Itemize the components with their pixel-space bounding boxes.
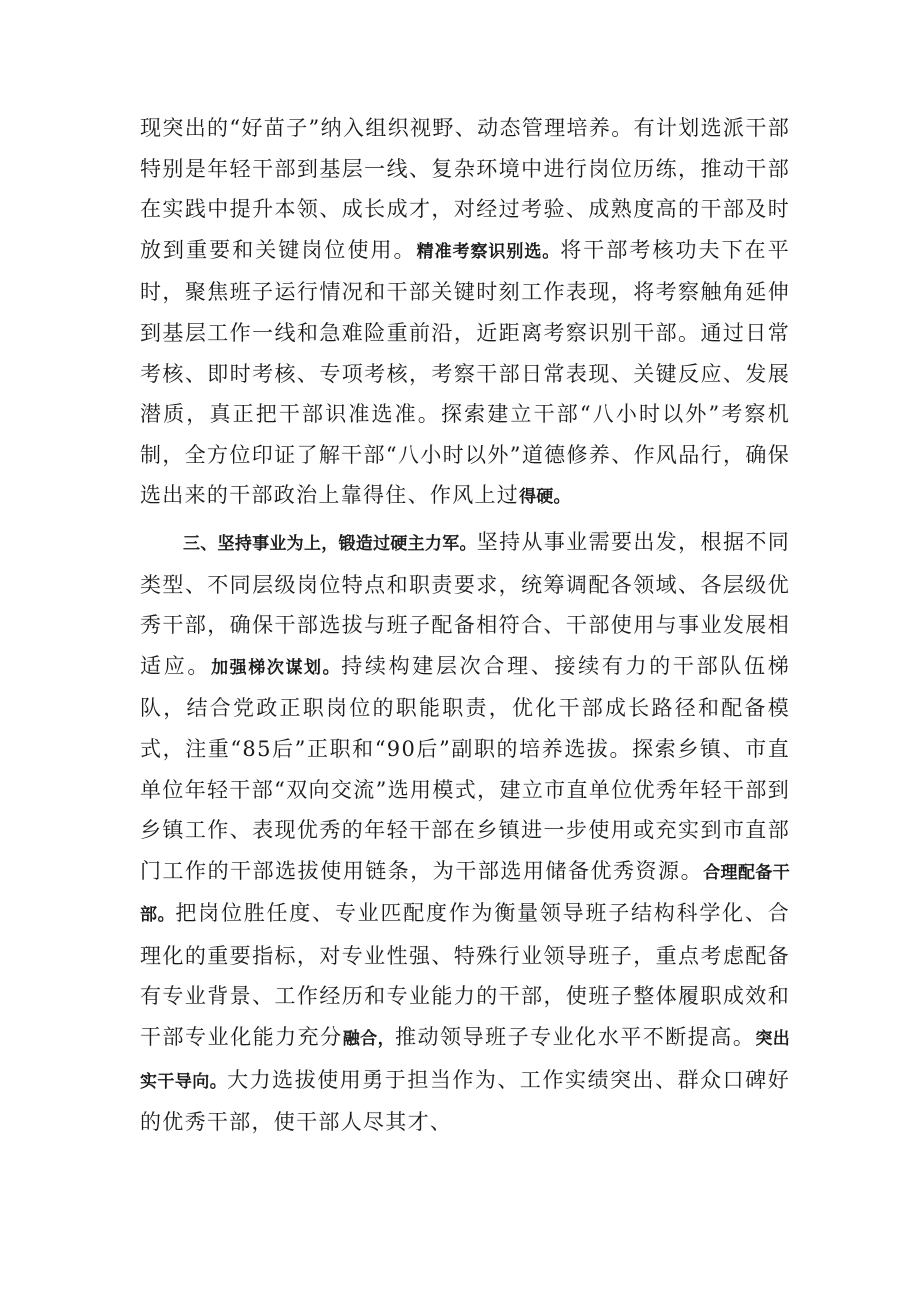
subheading-practical-orientation: 突出实干导向。 [140, 1029, 790, 1092]
paragraph-2-text-5: 大力选拔使用勇于担当作为、工作实绩突出、群众口碑好的优秀干部，使干部人尽其才、 [140, 1067, 791, 1135]
paragraph-2-text-4: 推动领导班子专业化水平不断提高。 [395, 1025, 756, 1050]
document-page [140, 108, 790, 1143]
paragraph-2-bold-fragment: 融合， [342, 1029, 395, 1050]
subheading-reasonable-allocation: 合理配备干部。 [140, 862, 791, 926]
section-heading-three: 三、坚持事业为上，锻造过硬主力军。 [183, 533, 477, 554]
body-paragraph-2 [140, 522, 790, 1143]
paragraph-1-text-2: 将干部考核功夫下在平时，聚焦班子运行情况和干部关键时刻工作表现，将考察触角延伸到基层工作一线和急难险重前沿，近距离考察识别干部。通过日常考核、即时考核、专项考核，考察干部日常表现、关键反应、发展潜质，真正把干部识准选准。探索建立干部“八小时以外”考察机制，全方位印证了解干部“八小时以外”道德修养、作风品行，确保选出来的干部政治上靠得住、作风上过 [140, 237, 790, 508]
paragraph-2-text-2: 持续构建层次合理、接续有力的干部队伍梯队，结合党政正职岗位的职能职责，优化干部成长路径和配备模式，注重“85后”正职和“90后”副职的培养选拔。探索乡镇、市直单位年轻干部“双向交流”选用模式，建立市直单位优秀年轻干部到乡镇工作、表现优秀的年轻干部在乡镇进一步使用或充实到市直部门工作的干部选拔使用链条，为干部选用储备优秀资源。 [140, 653, 790, 883]
subheading-tier-planning: 加强梯次谋划。 [211, 657, 342, 678]
section-heading-precise-inspection: 精准考察识别选。 [416, 241, 561, 262]
body-paragraph-1 [140, 108, 790, 518]
paragraph-1-ending: 得硬。 [519, 487, 571, 508]
paragraph-2-text-3: 把岗位胜任度、专业匹配度作为衡量领导班子结构科学化、合理化的重要指标，对专业性强、特殊行业领导班子，重点考虑配备有专业背景、工作经历和专业能力的干部，使班子整体履职成效和干部专业化能力充分 [140, 901, 790, 1050]
paragraph-1-text-1: 现突出的“好苗子”纳入组织视野、动态管理培养。有计划选派干部特别是年轻干部到基层一线、复杂环境中进行岗位历练，推动干部在实践中提升本领、成长成才，对经过考验、成熟度高的干部及时放到重要和关键岗位使用。 [140, 116, 790, 262]
paragraph-2-text-1: 坚持从事业需要出发，根据不同类型、不同层级岗位特点和职责要求，统筹调配各领域、各层级优秀干部，确保干部选拔与班子配备相符合、干部使用与事业发展相适应。 [140, 529, 791, 678]
